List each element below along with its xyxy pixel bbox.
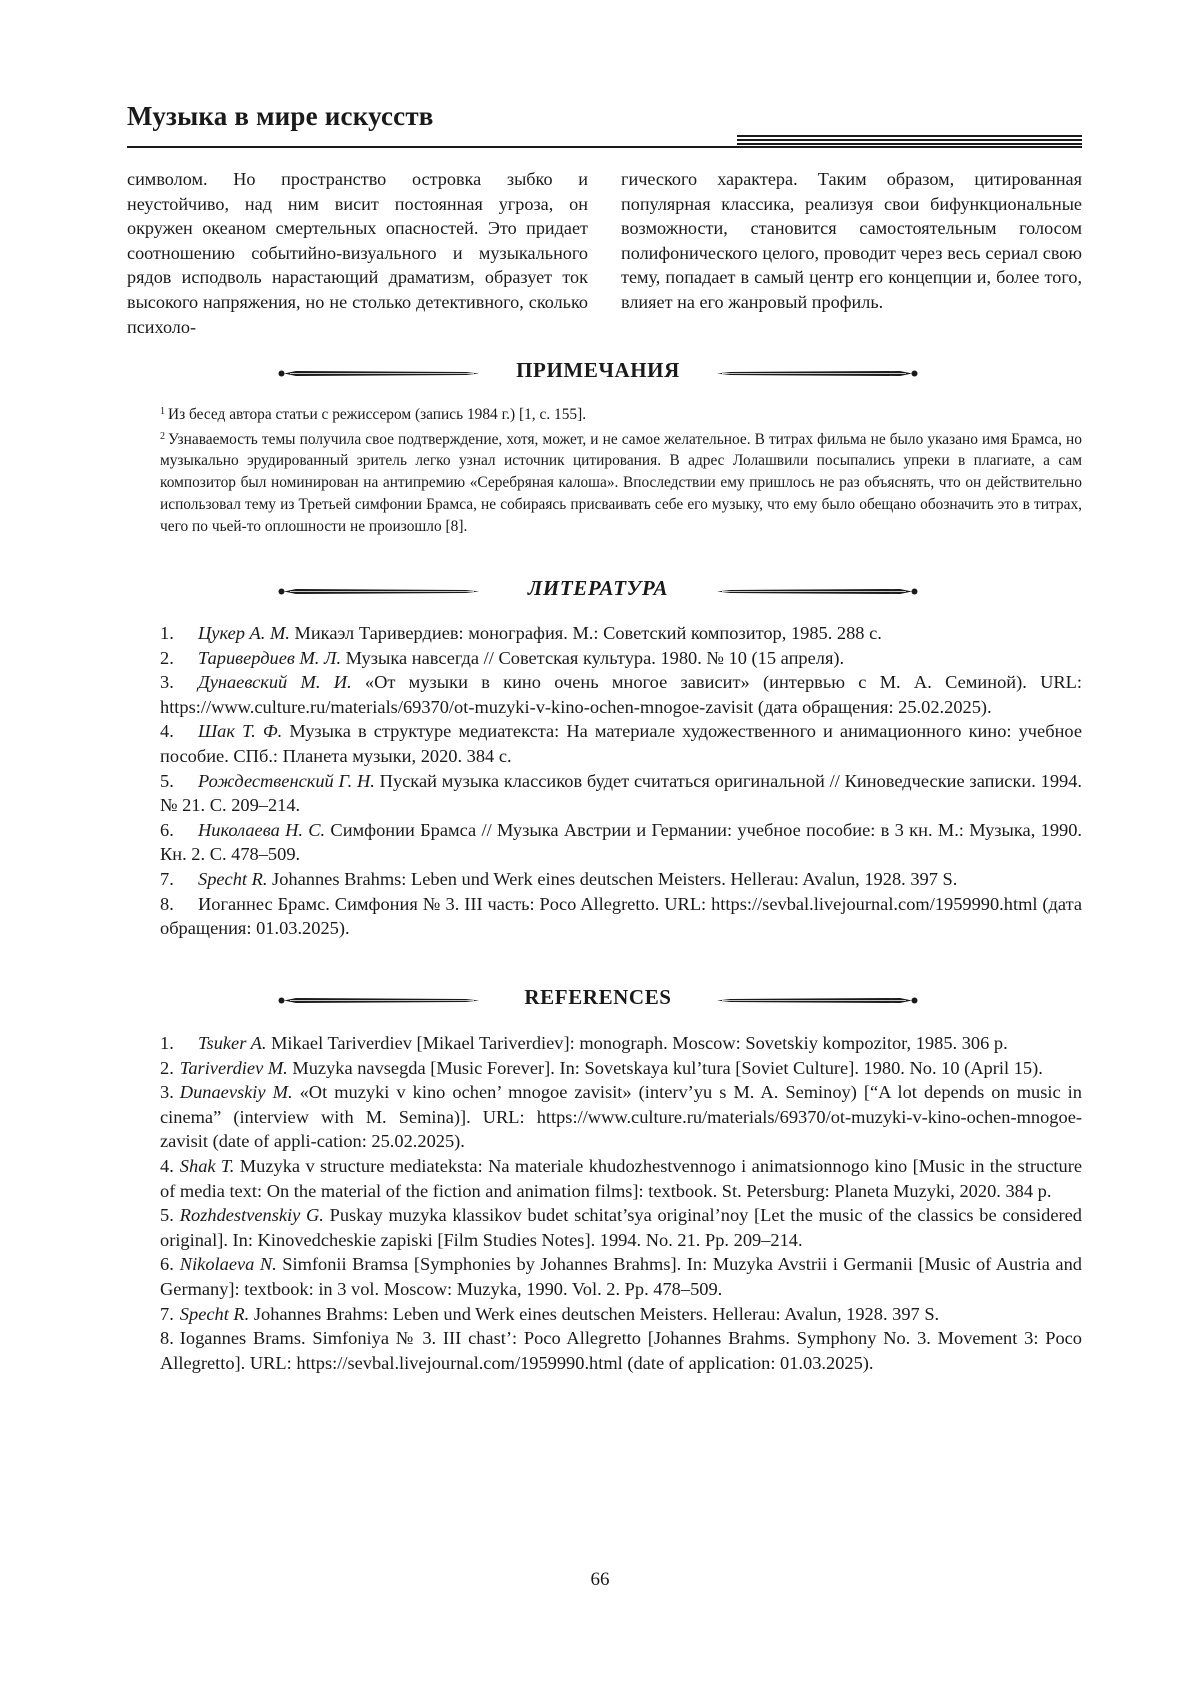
list-item: 3. Dunaevskiy M. «Ot muzyki v kino ochen’ mnogoe zavisit» (interv’yu s M. A. Seminoy) [“A lot depends on music in cinema” (interview with M. Semina)]. URL: https://www.culture.ru/materials/69370/ot-muzyki-v-kino-ochen-mnogoe-zavisit (date of appli-cation: 25.02.2025). [160, 1082, 1082, 1152]
footnote [160, 426, 1082, 538]
list-item: 1. Tsuker A. Mikael Tariverdiev [Mikael Tariverdiev]: monograph. Moscow: Sovetskiy kompozitor, 1985. 306 p. [160, 1033, 1008, 1053]
list-item: 5. Рождественский Г. Н. Пускай музыка классиков будет считаться оригинальной // Киноведческие записки. 1994. № 21. С. 209–214. [160, 770, 1083, 816]
references-list [160, 1031, 1082, 1375]
journal-section-title: Музыка в мире искусств [127, 101, 434, 131]
literature-heading-block [278, 576, 918, 604]
body-column-right: гического характера. Таким образом, цитированная популярная классика, реализуя свои бифункциональные возможности, становится самостоятельным голосом полифонического целого, проводит через весь сериал свою тему, попадает в самый центр его концепции и, более того, влияет на его жанровый профиль. [621, 169, 1082, 312]
list-item: 1. Цукер А. М. Микаэл Таривердиев: монография. М.: Советский композитор, 1985. 288 с. [160, 623, 882, 643]
footnote-text: Из бесед автора статьи с режиссером (запись 1984 г.) [1, с. 155]. [168, 406, 587, 423]
list-item: 5. Rozhdestvenskiy G. Puskay muzyka klassikov budet schitat’sya original’noy [Let the music of the classics be considered original]. In: Kinovedcheskie zapiski [Film Studies Notes]. 1994. No. 21. Pp. 209–214. [160, 1205, 1082, 1250]
list-item: 3. Дунаевский М. И. «От музыки в кино очень многое зависит» (интервью с М. А. Семиной). URL: https://www.culture.ru/materials/69370/ot-muzyki-v-kino-ochen-mnogoe-zavisit (дата обращения: 25.02.2025). [160, 672, 1082, 717]
list-item: 2. Tariverdiev M. Muzyka navsegda [Music Forever]. In: Sovetskaya kul’tura [Soviet Culture]. 1980. No. 10 (April 15). [160, 1057, 1043, 1078]
references-heading: REFERENCES [524, 985, 672, 1009]
body-text [127, 167, 1082, 343]
list-item: 4. Шак Т. Ф. Музыка в структуре медиатекста: На материале художественного и анимационного кино: учебное пособие. СПб.: Планета музыки, 2020. 384 с. [160, 721, 1082, 766]
notes-heading: ПРИМЕЧАНИЯ [516, 358, 680, 382]
list-item: 6. Nikolaeva N. Simfonii Bramsa [Symphonies by Johannes Brahms]. In: Muzyka Avstrii i Germanii [Music of Austria and Germany]: textbook: in 3 vol. Moscow: Muzyka, 1990. Vol. 2. Pp. 478–509. [160, 1254, 1082, 1299]
list-item: 2. Таривердиев М. Л. Музыка навсегда // Советская культура. 1980. № 10 (15 апреля). [160, 647, 845, 668]
ornament-right-icon [713, 588, 918, 595]
list-item: 7. Specht R. Johannes Brahms: Leben und Werk eines deutschen Meisters. Hellerau: Avalun, 1928. 397 S. [160, 1303, 940, 1324]
ornament-right-icon [713, 370, 918, 377]
header-rule [127, 146, 1082, 148]
ornament-right-icon [713, 997, 918, 1004]
footnote-text: Узнаваемость темы получила свое подтверждение, хотя, может, и не самое желательное. В титрах фильма не было указано имя Брамса, но музыкально эрудированный зритель легко узнал источник цитирования. В адрес Лолашвили посыпались упреки в плагиате, а сам композитор был номинирован на антипремию «Серебряная калоша». Впоследствии ему пришлось не раз объяснять, что он действительно использовал тему из Третьей симфонии Брамса, не собираясь присваивать себе его музыку, что ему было обещано обозначить это в титрах, чего по чьей-то оплошности не произошло [8]. [160, 430, 1082, 535]
list-item: 7. Specht R. Johannes Brahms: Leben und Werk eines deutschen Meisters. Hellerau: Avalun, 1928. 397 S. [160, 868, 958, 889]
body-column-left: символом. Но пространство островка зыбко и неустойчиво, над ним висит постоянная угроза, он окружен океаном смертельных опасностей. Это придает соотношению событийно-визуального и музыкального рядов исподволь нарастающий драматизм, образует ток высокого напряжения, но не столько детективного, сколько психоло- [127, 169, 588, 337]
references-heading-block [278, 985, 918, 1013]
footnote [160, 401, 1082, 426]
list-item: 8. Иоганнес Брамс. Симфония № 3. III часть: Poco Allegretto. URL: https://sevbal.livejournal.com/1959990.html (дата обращения: 01.03.2025). [160, 893, 1082, 939]
page-number: 66 [590, 1569, 610, 1590]
list-item: 4. Shak T. Muzyka v structure mediateksta: Na materiale khudozhestvennogo i animatsionnogo kino [Music in the structure of media text: On the material of the fiction and animation films]: textbook. St. Petersburg: Planeta Muzyki, 2020. 384 p. [160, 1155, 1083, 1201]
notes-heading-block [278, 358, 918, 386]
list-item: 6. Николаева Н. С. Симфонии Брамса // Музыка Австрии и Германии: учебное пособие: в 3 кн. М.: Музыка, 1990. Кн. 2. С. 478–509. [160, 819, 1082, 865]
literature-list [160, 621, 1082, 941]
running-header [127, 101, 1082, 147]
footnote-number: 1 [160, 406, 165, 417]
list-item: 8. Iogannes Brams. Simfoniya № 3. III chast’: Poco Allegretto [Johannes Brahms. Symphony No. 3. Movement 3: Poco Allegretto]. URL: https://sevbal.livejournal.com/1959990.html (date of application: 01.03.2025). [160, 1328, 1082, 1373]
literature-heading: ЛИТЕРАТУРА [527, 576, 669, 600]
footnote-number: 2 [160, 430, 165, 442]
footnotes [160, 401, 1082, 537]
